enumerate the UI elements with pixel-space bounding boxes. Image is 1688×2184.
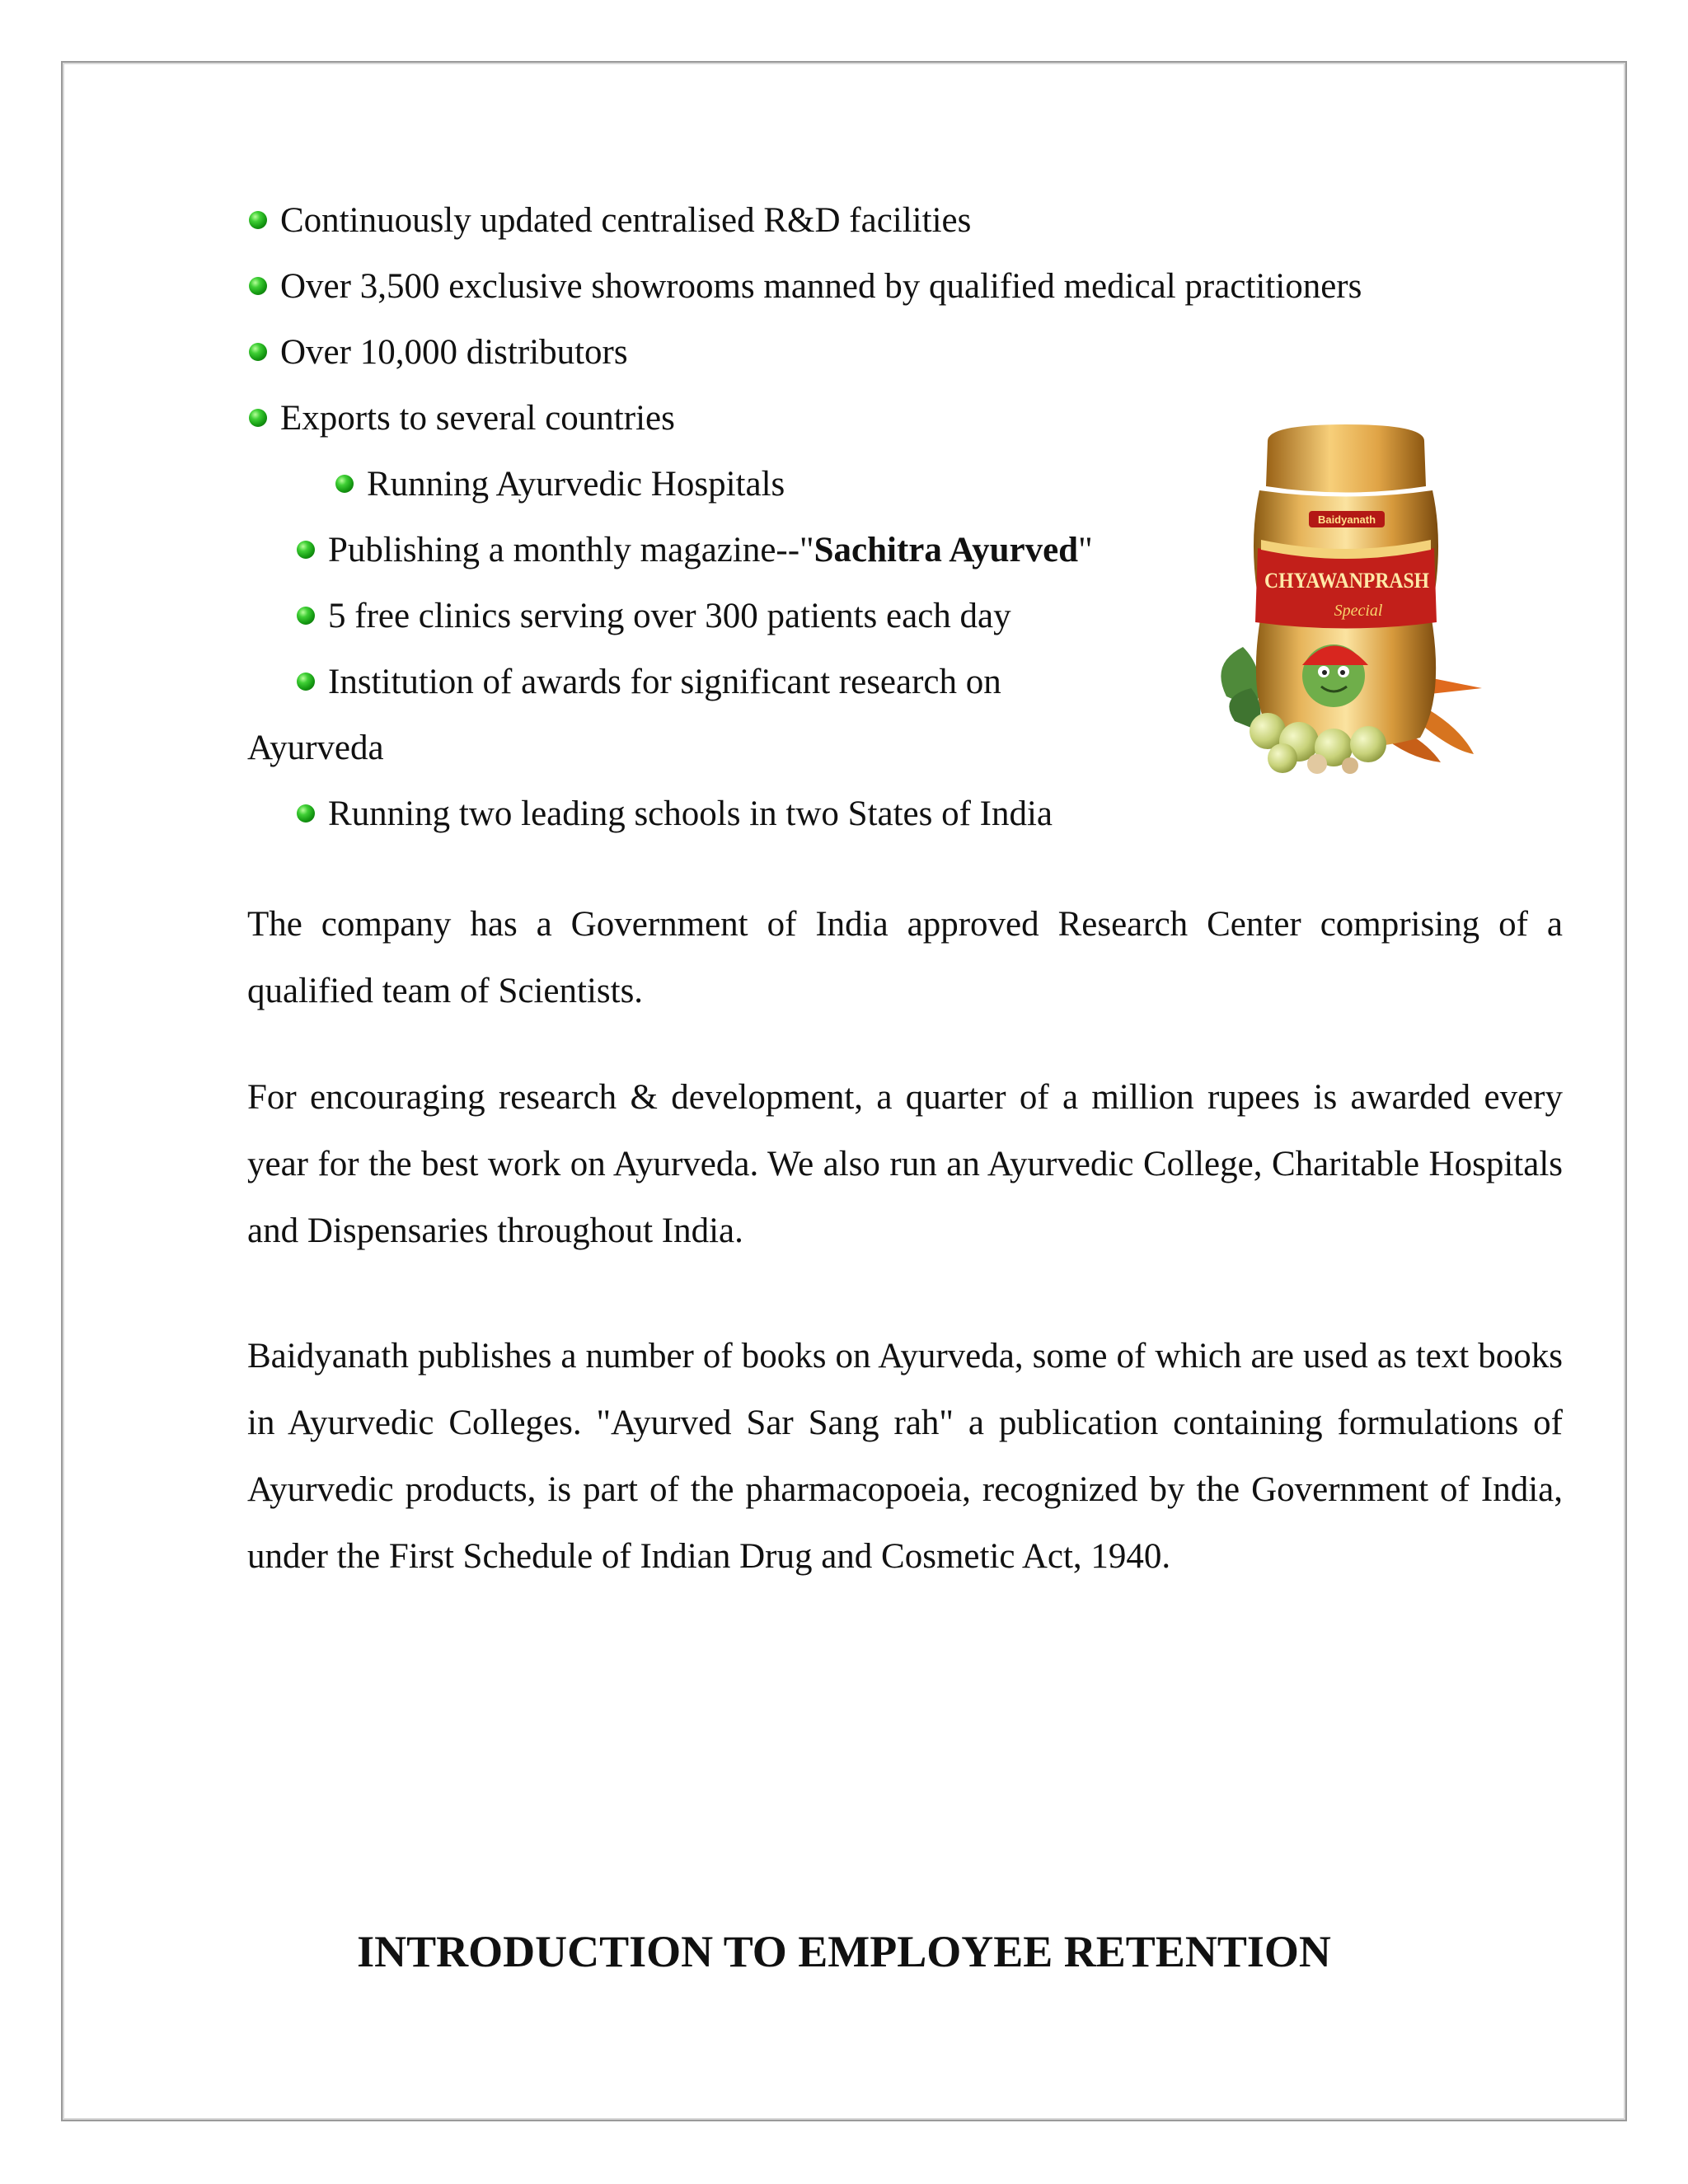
green-bullet-icon — [335, 475, 354, 493]
jar-brand-text: Baidyanath — [1317, 513, 1376, 526]
bullet-item-rnd: Continuously updated centralised R&D facilities — [249, 200, 971, 241]
jar-variant-text: Special — [1334, 602, 1383, 620]
bullet-item-awards: Institution of awards for significant research on — [297, 662, 1001, 703]
paragraph-research-awards: For encouraging research & development, a quarter of a million rupees is awarded every year for the best work on Ayurveda. We also run an Ayurvedic College, Charitable Hospitals and Dispensaries throughout India. — [247, 1078, 1563, 1250]
bullet-item-magazine: Publishing a monthly magazine--"Sachitra Ayurved" — [297, 530, 1093, 571]
green-bullet-icon — [249, 211, 267, 229]
bullet-item-hospitals: Running Ayurvedic Hospitals — [335, 464, 785, 505]
green-bullet-icon — [249, 277, 267, 295]
bullet-item-showrooms: Over 3,500 exclusive showrooms manned by qualified medical practitioners — [249, 266, 1362, 307]
section-heading: INTRODUCTION TO EMPLOYEE RETENTION — [357, 1927, 1331, 1976]
bullet-item-awards-continuation: Ayurveda — [247, 729, 384, 767]
jar-product-text: CHYAWANPRASH — [1264, 569, 1429, 593]
paragraph-publications: Baidyanath publishes a number of books on Ayurveda, some of which are used as text books in Ayurvedic Colleges. "Ayurved Sar Sang rah" a publication containing formulations of Ayurvedic products, is part of the pharmacopoeia, recognized by the Government of India, under the First Schedule of Indian Drug and Cosmetic Act, 1940. — [247, 1337, 1563, 1576]
paragraph-research-center: The company has a Government of India approved Research Center comprising of a qualified team of Scientists. — [247, 905, 1563, 1010]
bullet-item-clinics: 5 free clinics serving over 300 patients each day — [297, 596, 1011, 637]
bullet-item-schools: Running two leading schools in two States of India — [297, 794, 1053, 835]
green-bullet-icon — [297, 673, 315, 691]
bullet-item-exports: Exports to several countries — [249, 398, 675, 439]
chyawanprash-jar-image — [1210, 424, 1490, 775]
magazine-name: Sachitra Ayurved — [814, 531, 1079, 569]
green-bullet-icon — [297, 541, 315, 559]
green-bullet-icon — [297, 607, 315, 625]
green-bullet-icon — [249, 409, 267, 427]
green-bullet-icon — [297, 804, 315, 823]
bullet-item-distributors: Over 10,000 distributors — [249, 332, 628, 373]
green-bullet-icon — [249, 343, 267, 361]
